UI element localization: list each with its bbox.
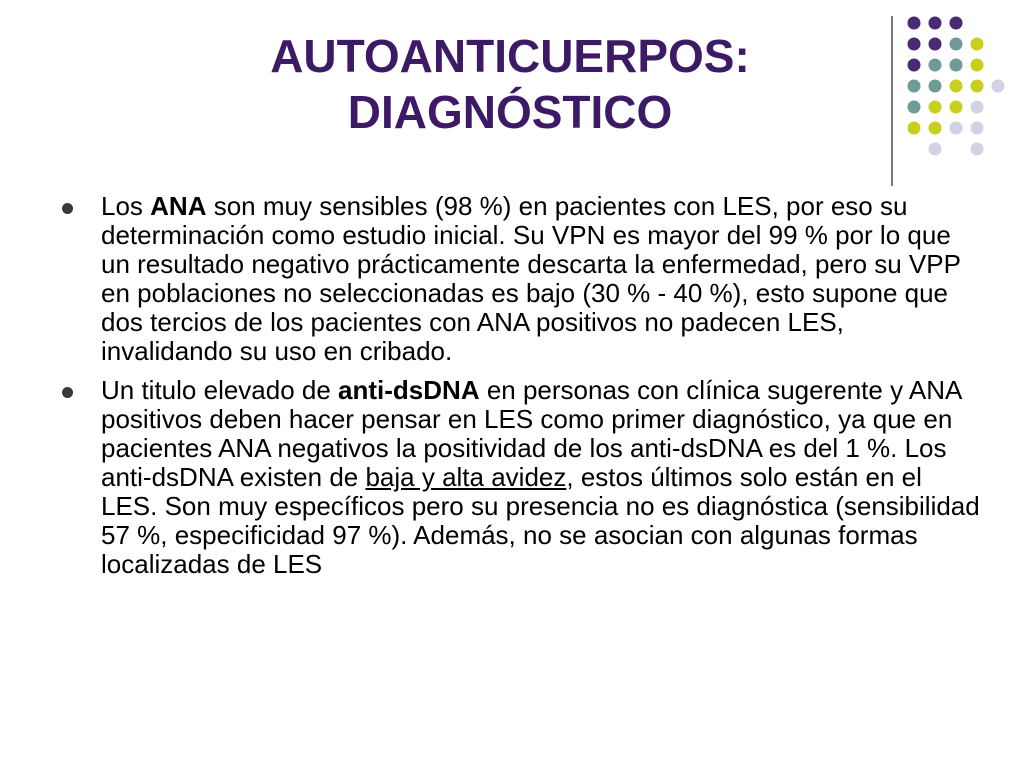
decorative-dot (971, 80, 984, 93)
decorative-dot (950, 38, 963, 51)
bullet-text-run: baja y alta avidez (365, 462, 567, 492)
bullet-text-run: en personas con clínica sugerente y ANA positivos deben hacer pensar en LES como primer diagnóstico, ya que en pacientes ANA negativos la positividad de los anti-dsDNA es del 1 %. Los anti-dsDNA existen de (101, 375, 961, 492)
decorative-dot (950, 122, 963, 135)
bullet-item (0, 192, 981, 366)
bullet-list (0, 192, 1024, 589)
decorative-dot-grid (905, 15, 1015, 165)
decorative-dot (929, 17, 942, 30)
decorative-dot (950, 80, 963, 93)
bullet-text-run: Los (101, 191, 151, 221)
decorative-dot (929, 143, 942, 156)
bullet-text-run: son muy sensibles (98 %) en pacientes con LES, por eso su determinación como estudio inicial. Su VPN es mayor del 99 % por lo que un resultado negativo prácticamente descarta la enfermedad, pero su VPP en poblaciones no seleccionadas es bajo (30 % - 40 %), esto supone que dos tercios de los pacientes con ANA positivos no padecen LES, invalidando su uso en cribado. (101, 191, 961, 366)
decorative-dot (971, 59, 984, 72)
bullet-item (0, 376, 981, 579)
decorative-dot (971, 143, 984, 156)
decorative-dot (971, 101, 984, 114)
decorative-dot (929, 80, 942, 93)
decorative-dot (908, 122, 921, 135)
decorative-dot (929, 122, 942, 135)
vertical-divider (891, 16, 893, 186)
bullet-text-run: ANA (150, 191, 207, 221)
decorative-dot (950, 59, 963, 72)
bullet-marker (62, 203, 73, 214)
decorative-dot (908, 59, 921, 72)
slide-title (150, 28, 870, 140)
decorative-dot (908, 38, 921, 51)
decorative-dot (950, 17, 963, 30)
decorative-dot (992, 80, 1005, 93)
decorative-dot (929, 101, 942, 114)
decorative-dot (908, 17, 921, 30)
title-line-1: AUTOANTICUERPOS: (270, 30, 750, 82)
decorative-dot (929, 59, 942, 72)
decorative-dot (929, 38, 942, 51)
bullet-marker (62, 387, 73, 398)
bullet-text-run: , estos últimos solo están en el LES. Son muy específicos pero su presencia no es diagnóstica (sensibilidad 57 %, especificidad 97 %). Además, no se asocian con algunas formas localizadas de LES (101, 462, 980, 579)
title-line-2: DIAGNÓSTICO (347, 86, 673, 138)
decorative-dot (971, 38, 984, 51)
decorative-dot (908, 101, 921, 114)
bullet-text-run: Un titulo elevado de (101, 375, 339, 405)
bullet-text-run: anti-dsDNA (338, 375, 480, 405)
decorative-dot (950, 101, 963, 114)
decorative-dot (908, 80, 921, 93)
decorative-dot (971, 122, 984, 135)
